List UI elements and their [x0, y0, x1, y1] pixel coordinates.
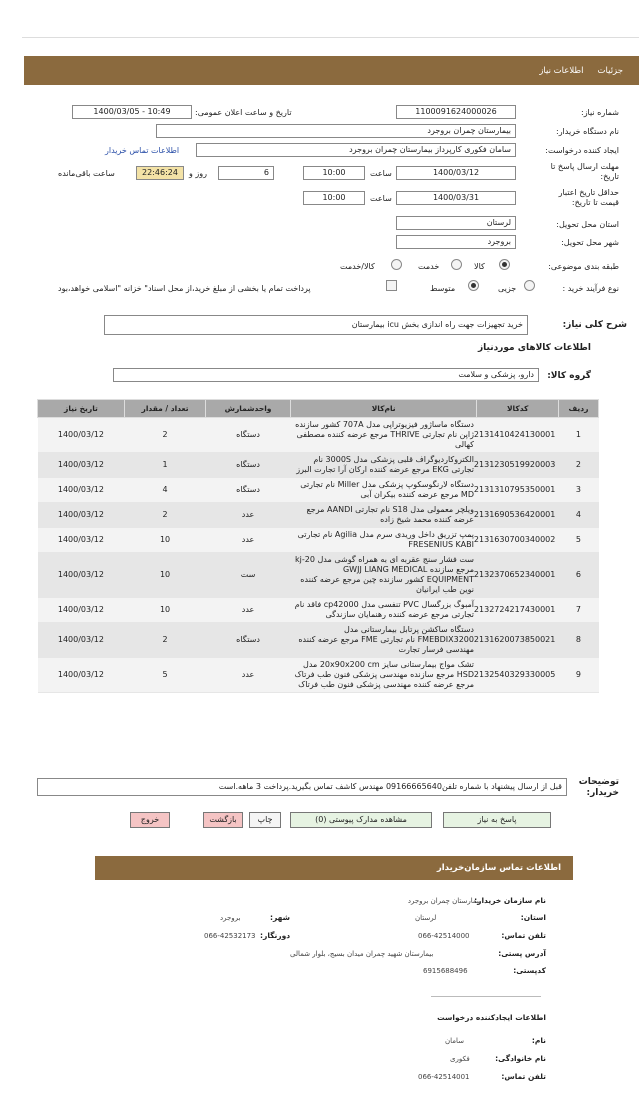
purchase-partial-radio[interactable] — [524, 280, 535, 291]
unit-cell: عدد — [206, 528, 291, 553]
item-code-cell: 2131310795350001 — [477, 478, 558, 503]
contact-city-label: شهر: — [270, 913, 290, 922]
payment-note: پرداخت تمام یا بخشی از مبلغ خرید،از محل اسناد" خزانه "اسلامی خواهد،بود — [58, 284, 311, 293]
goods-group-label: گروه کالا: — [547, 371, 591, 381]
quantity-cell: 4 — [124, 478, 205, 503]
quantity-cell: 10 — [124, 553, 205, 598]
days-label: روز و — [189, 169, 207, 178]
contact-fax-value: 066-42532173 — [204, 932, 256, 940]
row-number-cell: 7 — [558, 598, 598, 623]
buyer-org-field: بیمارستان چمران بروجرد — [156, 124, 516, 138]
contact-org-value: بیمارستان چمران بروجرد — [407, 897, 481, 905]
reply-button[interactable]: پاسخ به نیاز — [443, 812, 551, 828]
table-row — [38, 598, 599, 623]
buyer-contact-link[interactable]: اطلاعات تماس خریدار — [105, 146, 180, 155]
remaining-time-field: 22:46:24 — [136, 166, 184, 180]
row-number-cell: 6 — [558, 553, 598, 598]
buyer-notes-field: قبل از ارسال پیشنهاد با شماره تلفن09166665640 مهندس کاشف تماس بگیرید.پرداخت 3 ماهه.است — [37, 778, 567, 796]
table-row — [38, 418, 599, 453]
treasury-payment-checkbox[interactable] — [386, 280, 397, 291]
contact-phone-label: تلفن تماس: — [501, 931, 546, 940]
attachments-button[interactable]: مشاهده مدارک پیوستی (0) — [290, 812, 432, 828]
quantity-cell: 10 — [124, 598, 205, 623]
category-service-radio[interactable] — [451, 259, 462, 270]
exit-button[interactable]: خروج — [130, 812, 170, 828]
item-name-cell: دستگاه ماساژور فیزیوتراپی مدل 707A کشور سازنده ژاپن نام تجارتی THRIVE مرجع عرضه کننده مصطفی کهالی — [290, 418, 477, 453]
need-number-field: 1100091624000026 — [396, 105, 516, 119]
buyer-notes-label: توضیحات خریدار: — [578, 777, 619, 798]
creator-name-value: سامان — [445, 1037, 465, 1045]
row-number-cell: 3 — [558, 478, 598, 503]
contact-org-label: نام سازمان خریدار: — [474, 896, 546, 905]
item-name-cell: ست فشار سنج عقربه ای به همراه گوشی مدل kj-20 مرجع سازنده GWJJ LIANG MEDICAL EQUIPMENT کشور سازنده چین مرجع عرضه کننده نوین طب ایرانیان — [290, 553, 477, 598]
category-goods-radio[interactable] — [499, 259, 510, 270]
print-button[interactable]: چاپ — [249, 812, 281, 828]
item-name-cell: پمپ تزریق داخل وریدی سرم مدل Agilia نام تجارتی FRESENIUS KABI — [290, 528, 477, 553]
table-row — [38, 528, 599, 553]
category-goods-service-label: کالا/خدمت — [340, 262, 375, 271]
creator-name-label: نام: — [531, 1036, 546, 1045]
purchase-medium-label: متوسط — [430, 284, 456, 293]
unit-cell: عدد — [206, 658, 291, 693]
need-date-cell: 1400/03/12 — [38, 418, 125, 453]
validity-time-field: 10:00 — [303, 191, 365, 205]
summary-label: شرح کلی نیاز: — [562, 320, 627, 330]
contact-header: اطلاعات تماس سازمان‌خریدار — [95, 856, 573, 880]
city-label: شهر محل تحویل: — [561, 238, 619, 247]
quantity-cell: 2 — [124, 418, 205, 453]
creator-family-value: فکوری — [450, 1055, 470, 1063]
days-field: 6 — [218, 166, 274, 180]
contact-address-value: بیمارستان شهید چمران میدان بسیج، بلوار شمالی — [290, 950, 434, 958]
tab-need-info[interactable]: اطلاعات نیاز — [539, 65, 584, 76]
creator-family-label: نام خانوادگی: — [495, 1054, 546, 1063]
col-need-date: تاریخ نیاز — [38, 400, 125, 418]
creator-label: ایجاد کننده درخواست: — [545, 146, 619, 155]
item-code-cell: 2132540329330005 — [477, 658, 558, 693]
announce-field: 1400/03/05 - 10:49 — [72, 105, 192, 119]
row-number-cell: 4 — [558, 503, 598, 528]
contact-address-label: آدرس پستی: — [498, 949, 546, 958]
col-row-number: ردیف — [558, 400, 598, 418]
table-header-row — [38, 400, 599, 418]
need-date-cell: 1400/03/12 — [38, 553, 125, 598]
quantity-cell: 10 — [124, 528, 205, 553]
category-label: طبقه بندی موضوعی: — [548, 262, 619, 271]
summary-field: خرید تجهیزات جهت راه اندازی بخش icu بیمارستان — [104, 315, 528, 335]
row-number-cell: 5 — [558, 528, 598, 553]
item-code-cell: 2131630700340002 — [477, 528, 558, 553]
row-number-cell: 1 — [558, 418, 598, 453]
need-date-cell: 1400/03/12 — [38, 528, 125, 553]
table-row — [38, 623, 599, 658]
tab-details[interactable]: جزئیات — [597, 65, 623, 76]
validity-time-label: ساعت — [370, 194, 392, 203]
item-name-cell: ویلچر معمولی مدل S18 نام تجارتی AANDI مرجع عرضه کننده محمد شیخ زاده — [290, 503, 477, 528]
unit-cell: دستگاه — [206, 418, 291, 453]
unit-cell: عدد — [206, 503, 291, 528]
contact-postal-value: 6915688496 — [423, 967, 468, 975]
contact-postal-label: کدپستی: — [513, 966, 546, 975]
category-goods-label: کالا — [474, 262, 485, 271]
item-name-cell: تشک مواج بیمارستانی سایز 20x90x200 cm مدل HSD مرجع سازنده مهندسی پزشکی فنون طب فرتاک مرجع عرضه کننده مهندسی پزشکی فنون طب فرتاک — [290, 658, 477, 693]
table-row — [38, 503, 599, 528]
unit-cell: ست — [206, 553, 291, 598]
top-divider — [22, 37, 639, 38]
unit-cell: عدد — [206, 598, 291, 623]
table-row — [38, 478, 599, 503]
need-number-label: شماره نیاز: — [581, 108, 619, 117]
remaining-label: ساعت باقی‌مانده — [58, 169, 115, 178]
page-header — [24, 56, 639, 85]
goods-group-field: دارو، پزشکی و سلامت — [113, 368, 539, 382]
col-item-name: نام‌کالا — [290, 400, 477, 418]
province-field: لرستان — [396, 216, 516, 230]
announce-label: تاریخ و ساعت اعلان عمومی: — [195, 108, 292, 117]
city-field: بروجرد — [396, 235, 516, 249]
contact-city-value: بروجرد — [220, 914, 241, 922]
item-code-cell: 2131690536420001 — [477, 503, 558, 528]
item-name-cell: دستگاه لارنگوسکوپ پزشکی مدل Miller نام تجارتی MD مرجع عرضه کننده بیکران آبی — [290, 478, 477, 503]
item-name-cell: دستگاه ساکشن پرتابل بیمارستانی مدل FMEBDIX3200 نام تجارتی FME مرجع عرضه کننده مهندسی فرسار تجارت — [290, 623, 477, 658]
purchase-medium-radio[interactable] — [468, 280, 479, 291]
need-date-cell: 1400/03/12 — [38, 658, 125, 693]
col-item-code: کدکالا — [477, 400, 558, 418]
need-date-cell: 1400/03/12 — [38, 503, 125, 528]
creator-field: سامان فکوری کارپرداز بیمارستان چمران بروجرد — [196, 143, 516, 157]
quantity-cell: 1 — [124, 453, 205, 478]
unit-cell: دستگاه — [206, 453, 291, 478]
contact-divider — [431, 996, 541, 997]
creator-section-title: اطلاعات ایجادکننده درخواست — [437, 1013, 546, 1022]
col-quantity: تعداد / مقدار — [124, 400, 205, 418]
validity-date-field: 1400/03/31 — [396, 191, 516, 205]
purchase-type-label: نوع فرآیند خرید : — [562, 284, 619, 293]
need-date-cell: 1400/03/12 — [38, 598, 125, 623]
item-code-cell: 2131410424130001 — [477, 418, 558, 453]
contact-phone-value: 066-42514000 — [418, 932, 470, 940]
item-code-cell: 2131620073850021 — [477, 623, 558, 658]
table-row — [38, 453, 599, 478]
creator-phone-value: 066-42514001 — [418, 1073, 470, 1081]
creator-phone-label: تلفن تماس: — [501, 1072, 546, 1081]
quantity-cell: 2 — [124, 503, 205, 528]
items-table — [37, 399, 599, 693]
quantity-cell: 5 — [124, 658, 205, 693]
item-code-cell: 2131230519920003 — [477, 453, 558, 478]
reply-time-field: 10:00 — [303, 166, 365, 180]
item-name-cell: الکتروکاردیوگراف قلبی پزشکی مدل 3000S نام تجارتی EKG مرجع عرضه کننده ارکان آرا تجارت البرز — [290, 453, 477, 478]
category-service-label: خدمت — [418, 262, 440, 271]
row-number-cell: 8 — [558, 623, 598, 658]
need-date-cell: 1400/03/12 — [38, 478, 125, 503]
purchase-partial-label: جزیی — [498, 284, 517, 293]
item-code-cell: 2132370652340001 — [477, 553, 558, 598]
category-goods-service-radio[interactable] — [391, 259, 402, 270]
province-label: استان محل تحویل: — [556, 220, 619, 229]
unit-cell: دستگاه — [206, 623, 291, 658]
col-unit: واحدشمارش — [206, 400, 291, 418]
need-date-cell: 1400/03/12 — [38, 453, 125, 478]
reply-time-label: ساعت — [370, 169, 392, 178]
validity-label: حداقل تاریخ اعتبار قیمت تا تاریخ: — [558, 188, 619, 207]
reply-date-field: 1400/03/12 — [396, 166, 516, 180]
back-button[interactable]: بازگشت — [203, 812, 243, 828]
table-row — [38, 658, 599, 693]
buyer-org-label: نام دستگاه خریدار: — [556, 127, 619, 136]
contact-fax-label: دورنگار: — [260, 931, 291, 940]
row-number-cell: 2 — [558, 453, 598, 478]
contact-province-label: استان: — [520, 913, 546, 922]
item-name-cell: آمبوگ بزرگسال PVC تنفسی مدل cp42000 فاقد نام تجارتی مرجع عرضه کننده رهنمایان سازندگی — [290, 598, 477, 623]
contact-province-value: لرستان — [415, 914, 437, 922]
row-number-cell: 9 — [558, 658, 598, 693]
item-code-cell: 2132724217430001 — [477, 598, 558, 623]
quantity-cell: 2 — [124, 623, 205, 658]
table-row — [38, 553, 599, 598]
reply-deadline-label: مهلت ارسال پاسخ تا تاریخ: — [550, 162, 619, 181]
unit-cell: دستگاه — [206, 478, 291, 503]
goods-title: اطلاعات کالاهای موردنیاز — [477, 343, 591, 353]
need-date-cell: 1400/03/12 — [38, 623, 125, 658]
